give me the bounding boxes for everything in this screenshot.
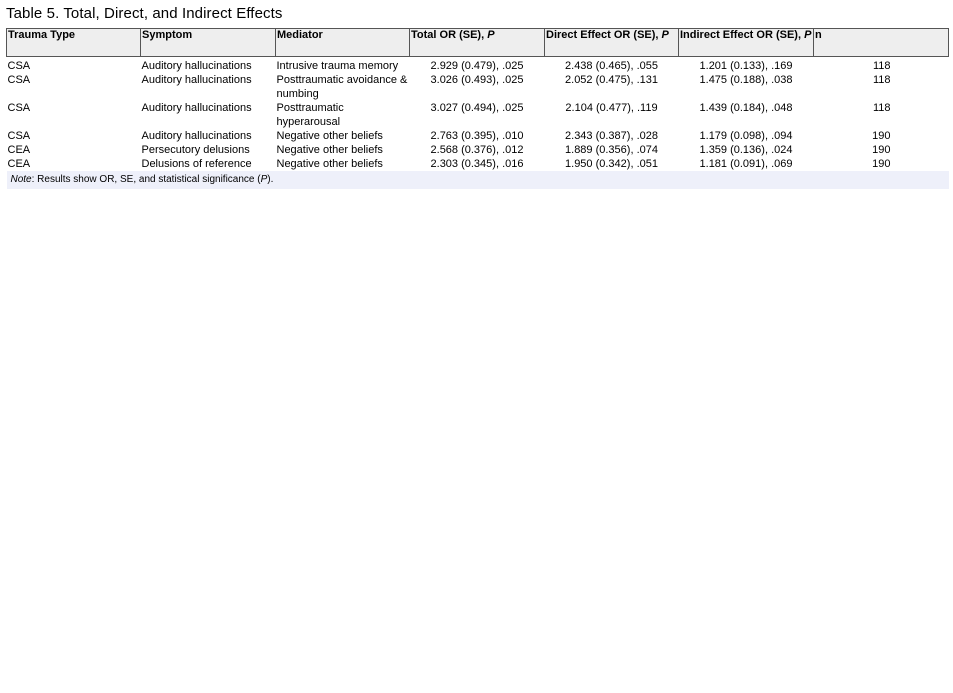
cell-symptom: Persecutory delusions bbox=[141, 144, 250, 156]
header-trauma-type: Trauma Type bbox=[7, 29, 141, 57]
cell-total: 3.027 (0.494), .025 bbox=[430, 102, 524, 114]
cell-symptom: Auditory hallucinations bbox=[141, 102, 252, 114]
header-indirect-label: Indirect Effect OR (SE), bbox=[680, 29, 805, 41]
header-direct-p: P bbox=[661, 29, 669, 41]
cell-indirect: 1.359 (0.136), .024 bbox=[699, 144, 793, 156]
table-row bbox=[7, 57, 949, 74]
cell-indirect: 1.181 (0.091), .069 bbox=[699, 158, 793, 170]
cell-trauma: CSA bbox=[7, 74, 31, 86]
cell-total: 2.929 (0.479), .025 bbox=[430, 60, 524, 72]
cell-total: 2.568 (0.376), .012 bbox=[430, 144, 524, 156]
note-p: P bbox=[260, 174, 268, 185]
cell-direct: 2.052 (0.475), .131 bbox=[565, 74, 658, 86]
table-body bbox=[7, 57, 949, 190]
cell-mediator: Intrusive trauma memory bbox=[276, 60, 399, 72]
header-total bbox=[410, 29, 545, 57]
cell-n: 118 bbox=[872, 74, 891, 86]
table-note bbox=[7, 171, 949, 189]
header-n: n bbox=[814, 29, 949, 57]
cell-indirect: 1.439 (0.184), .048 bbox=[699, 102, 793, 114]
cell-n: 190 bbox=[872, 158, 891, 170]
table-title: Table 5. Total, Direct, and Indirect Effects bbox=[6, 5, 283, 22]
cell-mediator: Negative other beliefs bbox=[276, 130, 383, 142]
cell-n: 118 bbox=[872, 102, 891, 114]
cell-n: 190 bbox=[872, 144, 891, 156]
effects-table bbox=[6, 28, 949, 189]
table-row bbox=[7, 73, 949, 101]
header-row bbox=[7, 29, 949, 57]
cell-mediator: Negative other beliefs bbox=[276, 144, 383, 156]
cell-indirect: 1.201 (0.133), .169 bbox=[699, 60, 793, 72]
header-total-p: P bbox=[487, 29, 495, 41]
cell-total: 2.763 (0.395), .010 bbox=[430, 130, 524, 142]
note-label: Note bbox=[10, 174, 32, 185]
table-row bbox=[7, 157, 949, 171]
table-note-row bbox=[7, 171, 949, 189]
header-indirect-p: P bbox=[804, 29, 812, 41]
header-direct bbox=[545, 29, 679, 57]
note-text-end: ). bbox=[267, 174, 274, 185]
table-row bbox=[7, 101, 949, 129]
cell-trauma: CEA bbox=[7, 158, 31, 170]
cell-total: 2.303 (0.345), .016 bbox=[430, 158, 524, 170]
cell-n: 118 bbox=[872, 60, 891, 72]
header-total-label: Total OR (SE), bbox=[411, 29, 488, 41]
header-indirect bbox=[679, 29, 814, 57]
note-text: : Results show OR, SE, and statistical significance ( bbox=[31, 174, 261, 185]
cell-symptom: Auditory hallucinations bbox=[141, 74, 252, 86]
cell-trauma: CSA bbox=[7, 102, 31, 114]
cell-direct: 2.343 (0.387), .028 bbox=[565, 130, 658, 142]
table-header bbox=[7, 29, 949, 57]
cell-mediator: Posttraumatic hyperarousal bbox=[276, 102, 344, 128]
table-row bbox=[7, 143, 949, 157]
cell-symptom: Delusions of reference bbox=[141, 158, 252, 170]
cell-trauma: CSA bbox=[7, 60, 31, 72]
table-row bbox=[7, 129, 949, 143]
cell-indirect: 1.475 (0.188), .038 bbox=[699, 74, 793, 86]
cell-indirect: 1.179 (0.098), .094 bbox=[699, 130, 793, 142]
header-direct-label: Direct Effect OR (SE), bbox=[546, 29, 662, 41]
cell-trauma: CEA bbox=[7, 144, 31, 156]
cell-direct: 1.889 (0.356), .074 bbox=[565, 144, 658, 156]
cell-trauma: CSA bbox=[7, 130, 31, 142]
cell-mediator: Posttraumatic avoidance & numbing bbox=[276, 74, 408, 100]
cell-symptom: Auditory hallucinations bbox=[141, 130, 252, 142]
cell-symptom: Auditory hallucinations bbox=[141, 60, 252, 72]
cell-total: 3.026 (0.493), .025 bbox=[430, 74, 524, 86]
header-symptom: Symptom bbox=[141, 29, 276, 57]
cell-mediator: Negative other beliefs bbox=[276, 158, 383, 170]
header-mediator: Mediator bbox=[276, 29, 410, 57]
cell-direct: 2.438 (0.465), .055 bbox=[565, 60, 658, 72]
cell-direct: 2.104 (0.477), .119 bbox=[565, 102, 658, 114]
cell-direct: 1.950 (0.342), .051 bbox=[565, 158, 658, 170]
cell-n: 190 bbox=[872, 130, 891, 142]
